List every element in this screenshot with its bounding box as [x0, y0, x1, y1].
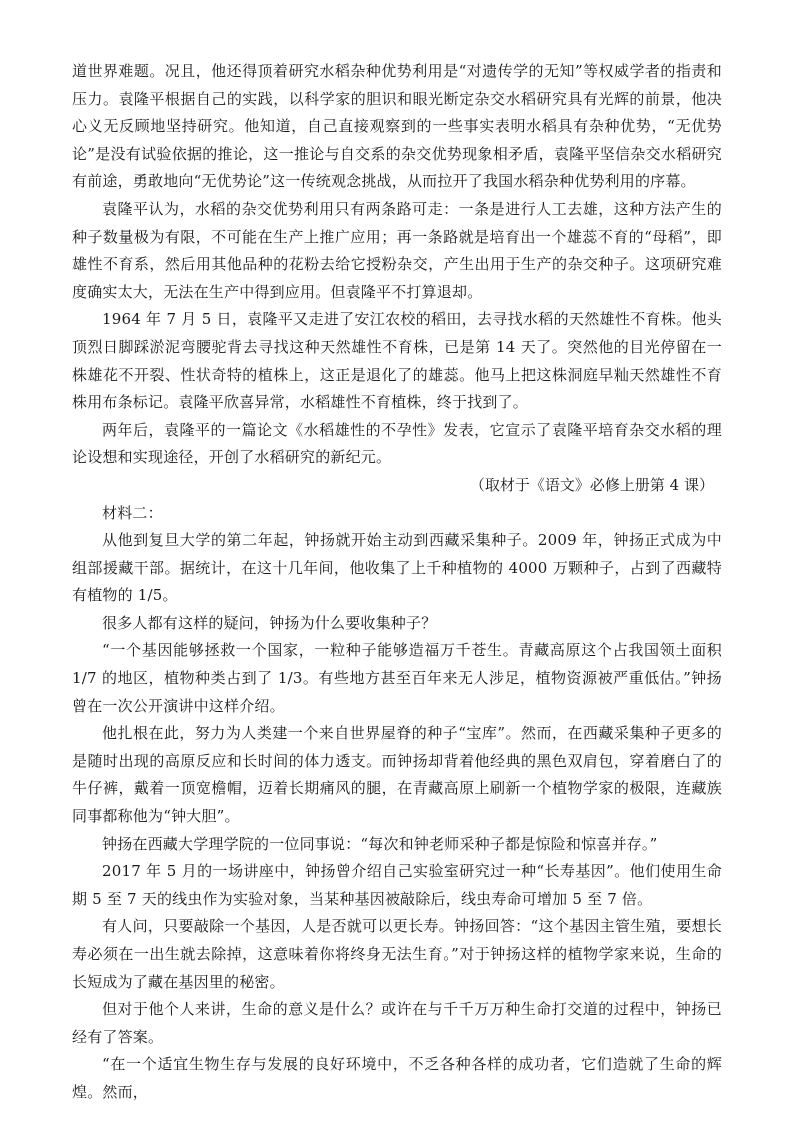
paragraph-colleague-quote: 钟扬在西藏大学理学院的一位同事说：“每次和钟老师采种子都是惊险和惊喜并存。” [102, 834, 658, 853]
paragraph-gene-answer: 有人问，只要敲除一个基因，人是否就可以更长寿。钟扬回答：“这个基因主管生殖，要想长寿必须在一出生就去除掉，这意味着你将终身无法生育。”对于钟扬这样的植物学家来说，生命的长短成为了藏在基因里的秘密。 [72, 917, 722, 991]
paragraph-gene-quote: “一个基因能够拯救一个国家，一粒种子能够造福万千苍生。青藏高原这个占我国领土面积 1/7 的地区，植物种类占到了 1/3。有些地方甚至百年来无人涉足，植物资源被严重低估。”钟扬曾在一次公开演讲中这样介绍。 [72, 641, 722, 715]
paragraph-longevity-gene: 2017 年 5 月的一场讲座中，钟扬曾介绍自己实验室研究过一种“长寿基因”。他们使用生命期 5 至 7 天的线虫作为实验对象，当某种基因被敲除后，线虫寿命可增加 5 至 7 倍。 [72, 862, 722, 908]
source-note: （取材于《语文》必修上册第 4 课） [469, 475, 714, 494]
paragraph-two-paths: 袁隆平认为，水稻的杂交优势利用只有两条路可走：一条是进行人工去雄，这种方法产生的种子数量极为有限，不可能在生产上推广应用；再一条路就是培育出一个雄蕊不育的“母稻”，即雄性不育系，然后用其他品种的花粉去给它授粉杂交，产生出用于生产的杂交种子。这项研究难度确实太大，无法在生产中得到应用。但袁隆平不打算退却。 [72, 199, 722, 301]
material-two-heading: 材料二： [102, 503, 163, 522]
paragraph-meaning-of-life: 但对于他个人来讲，生命的意义是什么？或许在与千千万万种生命打交道的过程中，钟扬已经有了答案。 [72, 1000, 722, 1046]
paragraph-seed-bank: 他扎根在此，努力为人类建一个来自世界屋脊的种子“宝库”。然而，在西藏采集种子更多的是随时出现的高原反应和长时间的体力透支。而钟扬却背着他经典的黑色双肩包，穿着磨白了的牛仔裤，戴着一顶宽檐帽，迈着长期痛风的腿，在青藏高原上刷新一个植物学家的极限，连藏族同事都称他为“钟大胆”。 [72, 724, 722, 826]
paragraph-paper-published: 两年后，袁隆平的一篇论文《水稻雄性的不孕性》发表，它宣示了袁隆平培育杂交水稻的理论设想和实现途径，开创了水稻研究的新纪元。 [72, 420, 722, 467]
document-page [72, 58, 722, 1107]
paragraph-collecting-seeds: 从他到复旦大学的第二年起，钟扬就开始主动到西藏采集种子。2009 年，钟扬正式成为中组部援藏干部。据统计，在这十几年间，他收集了上千种植物的 4000 万颗种子，占到了西藏特有植物的 1/5。 [72, 531, 722, 605]
paragraph-1964-discovery: 1964 年 7 月 5 日，袁隆平又走进了安江农校的稻田，去寻找水稻的天然雄性不育株。他头顶烈日脚踩淤泥弯腰驼背去寻找这种天然雄性不育株，已是第 14 天了。突然他的目光停留在一株雄花不开裂、性状奇特的植株上，这正是退化了的雄蕊。他马上把这株洞庭早籼天然雄性不育株用布条标记。袁隆平欣喜异常，水稻雄性不育植株，终于找到了。 [72, 310, 722, 412]
paragraph-environment-quote: “在一个适宜生物生存与发展的良好环境中，不乏各种各样的成功者，它们造就了生命的辉煌。然而， [72, 1055, 722, 1101]
paragraph-continuation: 道世界难题。况且，他还得顶着研究水稻杂种优势利用是“对遗传学的无知”等权威学者的指责和压力。袁隆平根据自己的实践，以科学家的胆识和眼光断定杂交水稻研究具有光辉的前景，他决心义无反顾地坚持研究。他知道，自己直接观察到的一些事实表明水稻具有杂种优势，“无优势论”是没有试验依据的推论，这一推论与自交系的杂交优势现象相矛盾，袁隆平坚信杂交水稻研究有前途，勇敢地向“无优势论”这一传统观念挑战，从而拉开了我国水稻杂种优势利用的序幕。 [72, 62, 722, 191]
paragraph-question: 很多人都有这样的疑问，钟扬为什么要收集种子？ [102, 613, 437, 632]
